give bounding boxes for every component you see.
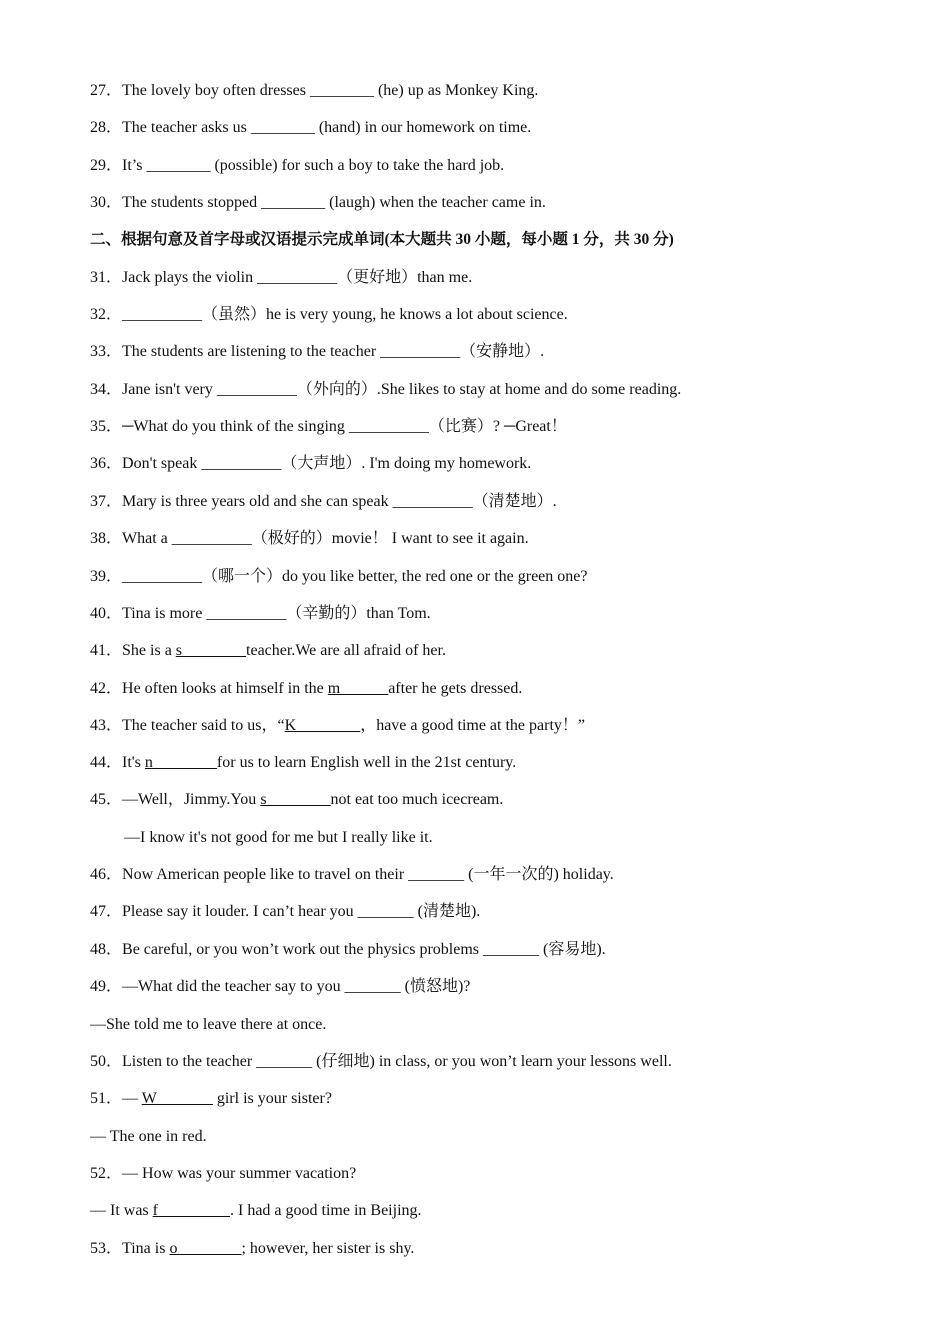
- question-text: What a __________（极好的）movie！ I want to see it again.: [122, 530, 529, 547]
- question-51: [90, 1089, 332, 1109]
- question-number: 44．: [90, 754, 123, 771]
- question-number: 45．: [90, 791, 123, 808]
- question-32: [90, 305, 568, 325]
- question-text: Jack plays the violin __________（更好地）than me.: [122, 269, 473, 286]
- question-text: It’s ________ (possible) for such a boy to take the hard job.: [122, 157, 505, 174]
- question-53: [90, 1239, 414, 1259]
- question-52: [90, 1164, 356, 1184]
- question-text: Now American people like to travel on their _______ (一年一次的) holiday.: [122, 866, 614, 883]
- question-text: Mary is three years old and she can speak __________（清楚地）.: [122, 493, 557, 510]
- question-number: 38．: [90, 530, 123, 547]
- question-text-rest: . I had a good time in Beijing.: [229, 1202, 422, 1219]
- question-36: [90, 454, 531, 474]
- question-number: 31．: [90, 269, 123, 286]
- question-text: — How was your summer vacation?: [122, 1165, 357, 1182]
- section-heading: [90, 230, 674, 250]
- question-number: 29．: [90, 157, 123, 174]
- question-number: 34．: [90, 381, 123, 398]
- question-33: [90, 342, 544, 362]
- question-43: [90, 716, 585, 736]
- question-text: Please say it louder. I can’t hear you _______ (清楚地).: [122, 903, 481, 920]
- question-46: [90, 865, 614, 885]
- question-44: [90, 753, 516, 773]
- question-number: 32．: [90, 306, 123, 323]
- question-40: [90, 604, 431, 624]
- question-number: 35．: [90, 418, 123, 435]
- question-30: [90, 193, 546, 213]
- question-45: [90, 790, 503, 810]
- question-text: She is a: [122, 642, 176, 659]
- question-number: 37．: [90, 493, 123, 510]
- question-text-rest: ; however, her sister is shy.: [241, 1240, 415, 1257]
- question-48: [90, 940, 606, 960]
- question-28: [90, 118, 531, 138]
- question-39: [90, 567, 587, 587]
- question-number: 42．: [90, 680, 123, 697]
- question-number: 52．: [90, 1165, 123, 1182]
- question-47: [90, 902, 480, 922]
- question-text: — It was: [90, 1202, 153, 1219]
- question-text: The teacher asks us ________ (hand) in our homework on time.: [122, 119, 532, 136]
- question-number: 41．: [90, 642, 123, 659]
- question-45-reply: [124, 828, 433, 848]
- question-text: —She told me to leave there at once.: [90, 1016, 327, 1033]
- question-text: Tina is: [122, 1240, 170, 1257]
- initial-letter-blank: W_______: [141, 1090, 213, 1107]
- question-text-rest: girl is your sister?: [212, 1090, 332, 1107]
- question-text-rest: after he gets dressed.: [388, 680, 523, 697]
- question-text: —Well，Jimmy.You: [122, 791, 261, 808]
- question-number: 40．: [90, 605, 123, 622]
- question-number: 43．: [90, 717, 123, 734]
- initial-letter-blank: f_________: [152, 1202, 230, 1219]
- question-number: 30．: [90, 194, 123, 211]
- question-text: It's: [122, 754, 145, 771]
- question-51-reply: [90, 1127, 207, 1147]
- question-number: 50．: [90, 1053, 123, 1070]
- question-text-rest: teacher.We are all afraid of her.: [246, 642, 446, 659]
- question-number: 27．: [90, 82, 123, 99]
- initial-letter-blank: n________: [144, 754, 217, 771]
- question-text: Jane isn't very __________（外向的）.She likes to stay at home and do some reading.: [122, 381, 682, 398]
- initial-letter-blank: m______: [327, 680, 389, 697]
- question-number: 36．: [90, 455, 123, 472]
- question-text: __________（虽然）he is very young, he knows a lot about science.: [122, 306, 568, 323]
- question-text: The students stopped ________ (laugh) when the teacher came in.: [122, 194, 546, 211]
- question-text: The teacher said to us，“: [122, 717, 285, 734]
- question-35: [90, 417, 567, 437]
- question-text: Listen to the teacher _______ (仔细地) in class, or you won’t learn your lessons well.: [122, 1053, 672, 1070]
- question-text: Don't speak __________（大声地）. I'm doing my homework.: [122, 455, 532, 472]
- question-49-reply: [90, 1015, 326, 1035]
- question-text: Tina is more __________（辛勤的）than Tom.: [122, 605, 431, 622]
- question-number: 46．: [90, 866, 123, 883]
- question-29: [90, 156, 504, 176]
- question-42: [90, 679, 522, 699]
- question-number: 53．: [90, 1240, 123, 1257]
- question-number: 39．: [90, 568, 123, 585]
- question-text: —: [122, 1090, 142, 1107]
- question-text: —What did the teacher say to you _______ (愤怒地)?: [122, 978, 471, 995]
- question-number: 48．: [90, 941, 123, 958]
- question-31: [90, 268, 472, 288]
- question-text: Be careful, or you won’t work out the physics problems _______ (容易地).: [122, 941, 606, 958]
- initial-letter-blank: s________: [260, 791, 331, 808]
- initial-letter-blank: s________: [175, 642, 247, 659]
- question-52-reply: [90, 1201, 422, 1221]
- question-number: 28．: [90, 119, 123, 136]
- question-27: [90, 81, 538, 101]
- question-text: — The one in red.: [90, 1128, 207, 1145]
- question-50: [90, 1052, 672, 1072]
- question-text: —I know it's not good for me but I really like it.: [124, 829, 433, 846]
- question-number: 51．: [90, 1090, 123, 1107]
- question-34: [90, 380, 681, 400]
- question-text: The students are listening to the teacher __________（安静地）.: [122, 343, 545, 360]
- question-41: [90, 641, 446, 661]
- question-38: [90, 529, 529, 549]
- initial-letter-blank: K________: [284, 717, 361, 734]
- question-text: ─What do you think of the singing __________（比赛）? ─Great！: [122, 418, 567, 435]
- question-number: 47．: [90, 903, 123, 920]
- question-number: 49．: [90, 978, 123, 995]
- question-49: [90, 977, 470, 997]
- question-37: [90, 492, 557, 512]
- question-text: He often looks at himself in the: [122, 680, 328, 697]
- question-text: __________（哪一个）do you like better, the red one or the green one?: [122, 568, 588, 585]
- question-text: The lovely boy often dresses ________ (he) up as Monkey King.: [122, 82, 539, 99]
- question-text-rest: not eat too much icecream.: [330, 791, 504, 808]
- question-text-rest: ，have a good time at the party！”: [360, 717, 586, 734]
- question-text-rest: for us to learn English well in the 21st century.: [216, 754, 517, 771]
- question-number: 33．: [90, 343, 123, 360]
- section-heading-text: 二、根据句意及首字母或汉语提示完成单词(本大题共 30 小题，每小题 1 分，共 30 分): [90, 231, 674, 248]
- initial-letter-blank: o________: [169, 1240, 242, 1257]
